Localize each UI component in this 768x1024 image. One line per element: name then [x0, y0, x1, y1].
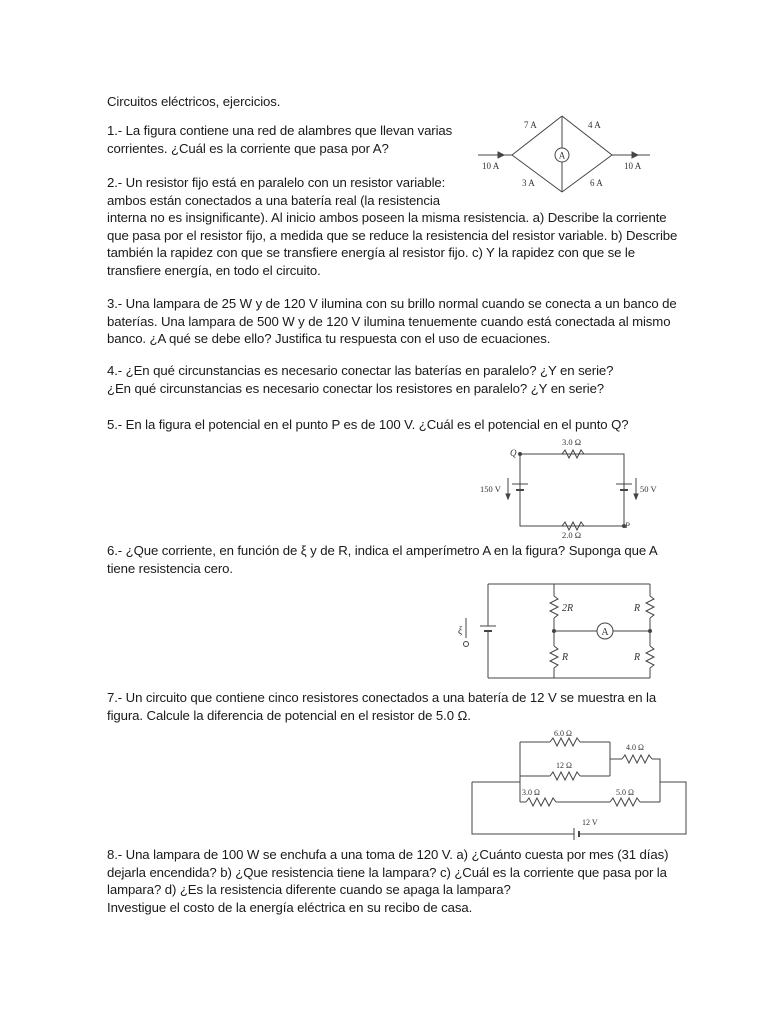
resistor-3-ohm	[526, 798, 556, 806]
resistor-r-bottom-right	[646, 646, 654, 668]
problem-5-line-1: 5.- En la figura el potencial en el punto P es de 100 V. ¿Cuál es el potencial en el punto Q?	[107, 417, 629, 432]
problem-7-line-1: 7.- Un circuito que contiene cinco resistores conectados a una batería de 12 V se muestra en la	[107, 690, 657, 705]
problem-1-line-1: 1.- La figura contiene una red de alambres que llevan varias	[107, 123, 453, 138]
resistor-r-bottom-middle-label: R	[562, 652, 569, 663]
ammeter-label: A	[558, 150, 566, 161]
problem-3-line-1: 3.- Una lampara de 25 W y de 120 V ilumina con su brillo normal cuando se conecta a un banco de	[107, 296, 677, 311]
resistor-4-ohm-label: 4.0 Ω	[626, 743, 644, 752]
left-battery-label: 150 V	[480, 484, 501, 494]
problem-8-line-1: 8.- Una lampara de 100 W se enchufa a una toma de 120 V. a) ¿Cuánto cuesta por mes (31 días)	[107, 847, 669, 862]
upper-left-wire	[512, 116, 562, 155]
resistor-r-bottom-middle	[550, 646, 558, 668]
resistor-r-bottom-right-label: R	[634, 652, 641, 663]
lower-left-wire	[512, 155, 562, 192]
right-junction	[649, 630, 652, 633]
problem-1-line-2: corrientes. ¿Cuál es la corriente que pasa por A?	[107, 140, 389, 156]
problem-2-line-6: transfiere energía, en todo el circuito.	[107, 262, 321, 278]
problem-3-line-3: banco. ¿A qué se debe ello? Justifica tu respuesta con el uso de ecuaciones.	[107, 331, 551, 346]
figure-3-bridge-circuit	[456, 578, 666, 682]
left-polarity-arrowhead	[506, 494, 510, 499]
emf-label: ξ	[458, 626, 463, 637]
figure-2-battery-circuit	[478, 436, 668, 542]
left-junction	[553, 630, 556, 633]
r2-right-wire	[652, 759, 660, 802]
figure-4-five-resistor-circuit	[470, 726, 690, 840]
resistor-4-ohm	[622, 755, 652, 763]
top-left-current-label: 7 A	[524, 120, 537, 130]
left-current-label: 10 A	[482, 161, 500, 171]
resistor-12-ohm	[550, 772, 580, 780]
resistor-r-top-right-label: R	[634, 603, 641, 614]
top-resistor-label: 3.0 Ω	[562, 437, 582, 447]
point-p-node	[623, 525, 626, 528]
resistor-5-ohm	[610, 798, 640, 806]
point-q-label: Q	[510, 448, 517, 458]
resistor-r-top-right	[646, 596, 654, 618]
problem-8-line-2: dejarla encendida? b) ¿Que resistencia tiene la lampara? c) ¿Cuál es la corriente que pasa por la	[107, 864, 667, 880]
figure-1-wire-network	[474, 112, 654, 202]
problem-3-line-2: baterías. Una lampara de 500 W y de 120 V ilumina tenuemente cuando está conectada al mismo	[107, 313, 671, 329]
resistor-2r	[550, 596, 558, 618]
problem-2-line-1: 2.- Un resistor fijo está en paralelo con un resistor variable:	[107, 175, 446, 190]
right-current-label: 10 A	[624, 161, 642, 171]
lower-right-wire	[562, 155, 612, 192]
problem-7-line-2: figura. Calcule la diferencia de potencial en el resistor de 5.0 Ω.	[107, 708, 471, 723]
resistor-5-ohm-label: 5.0 Ω	[616, 788, 634, 797]
problem-2-line-3: interna no es insignificante). Al inicio ambos poseen la misma resistencia. a) Describe la corriente	[107, 210, 667, 225]
problem-4-line-1: 4.- ¿En qué circunstancias es necesario conectar las baterías en paralelo? ¿Y en serie?	[107, 363, 614, 378]
problem-8-line-3: lampara? d) ¿Es la resistencia diferente cuando se apaga la lampara?	[107, 882, 511, 897]
top-right-current-label: 4 A	[588, 120, 601, 130]
resistor-3-ohm-label: 3.0 Ω	[522, 788, 540, 797]
resistor-6-ohm	[550, 738, 580, 746]
point-q-node	[519, 453, 522, 456]
right-battery-label: 50 V	[640, 484, 657, 494]
problem-2-line-4: que pasa por el resistor fijo, a medida que se reduce la resistencia del resistor variable. b) Describe	[107, 227, 678, 243]
problem-4-line-2: ¿En qué circunstancias es necesario conectar los resistores en paralelo? ¿Y en serie?	[107, 381, 605, 396]
point-p-label: P	[625, 521, 630, 530]
document-title: Circuitos eléctricos, ejercicios.	[107, 94, 281, 109]
ammeter-label: A	[601, 627, 609, 638]
upper-right-wire	[562, 116, 612, 155]
bottom-left-current-label: 3 A	[522, 178, 535, 188]
right-polarity-arrowhead	[634, 494, 638, 499]
problem-2-line-2: ambos están conectados a una batería real (la resistencia	[107, 192, 440, 208]
problem-8-line-4: Investigue el costo de la energía eléctrica en su recibo de casa.	[107, 899, 473, 915]
problem-6-line-1: 6.- ¿Que corriente, en función de ξ y de R, indica el amperímetro A en la figura? Suponga que A	[107, 543, 658, 558]
resistor-12-ohm-label: 12 Ω	[556, 761, 572, 770]
right-current-arrow	[632, 152, 638, 158]
bottom-resistor-label: 2.0 Ω	[562, 530, 582, 540]
left-current-arrow	[498, 152, 504, 158]
problem-2-line-5: también la rapidez con que se transfiere energía al resistor fijo. c) Y la rapidez con que se le	[107, 245, 635, 260]
bottom-right-current-label: 6 A	[590, 178, 603, 188]
resistor-2r-label: 2R	[562, 603, 574, 614]
problem-6-line-2: tiene resistencia cero.	[107, 560, 233, 576]
emf-terminal	[464, 642, 469, 647]
resistor-6-ohm-label: 6.0 Ω	[554, 729, 572, 738]
battery-label: 12 V	[582, 818, 598, 827]
